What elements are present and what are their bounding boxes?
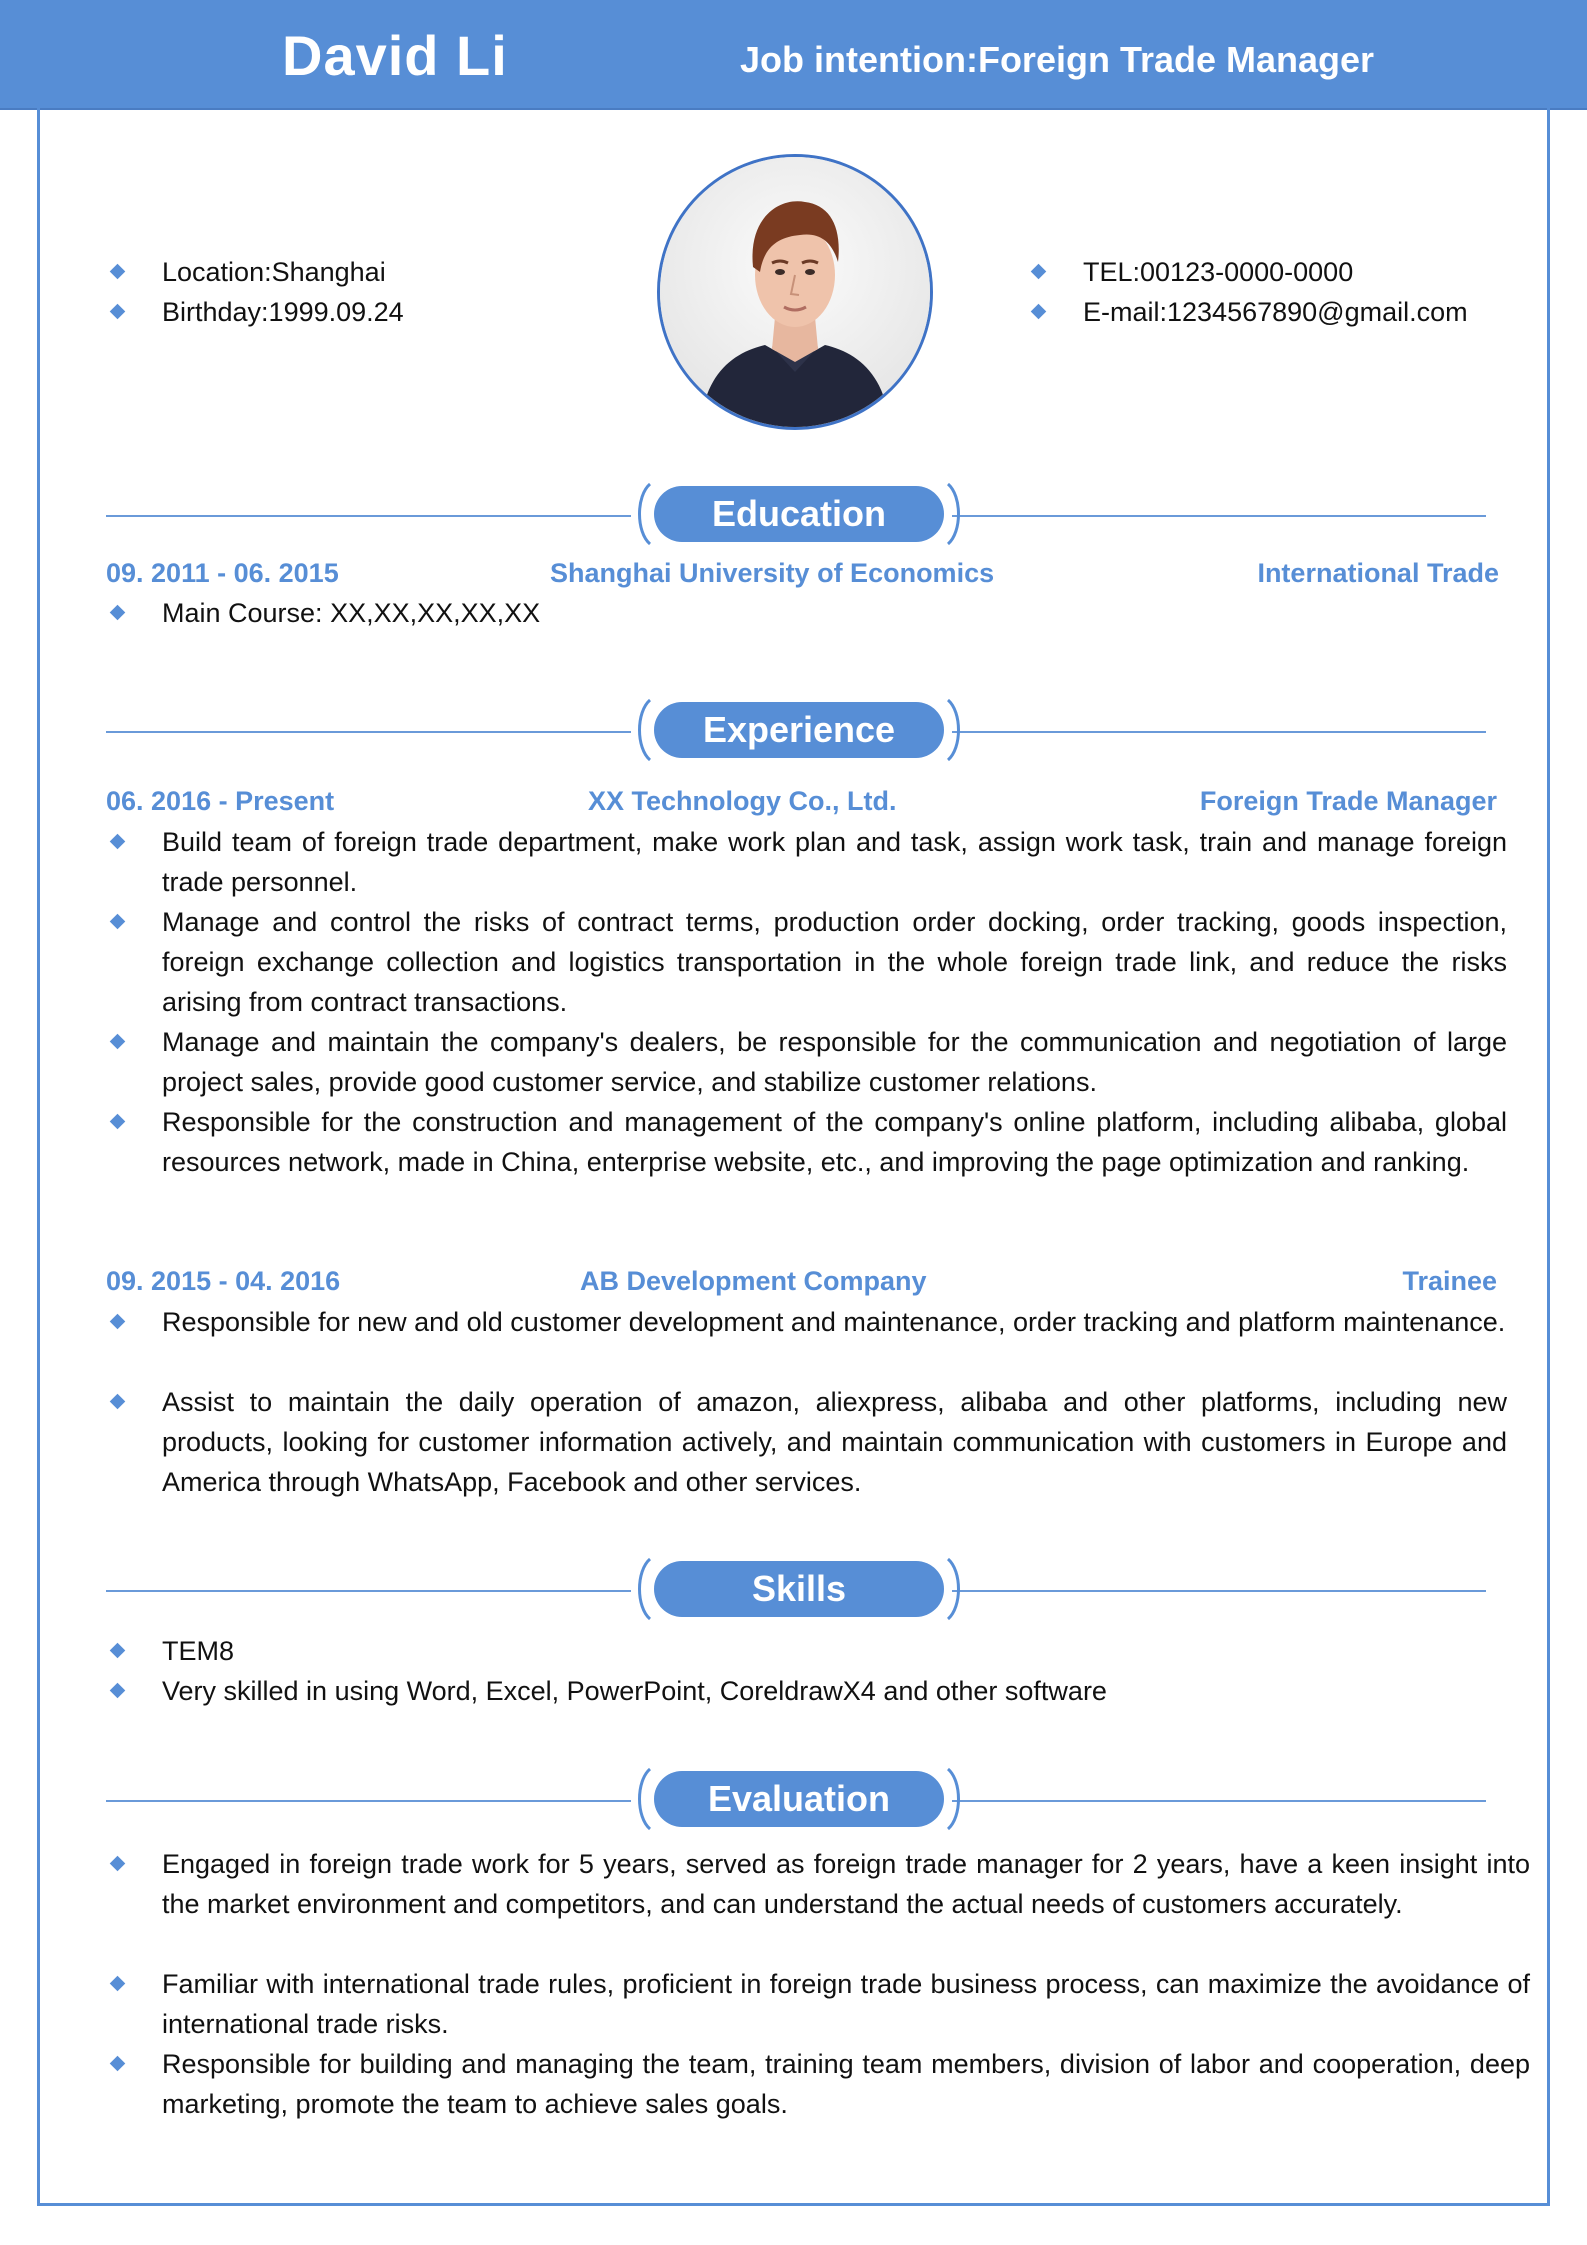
divider-line <box>106 1590 631 1592</box>
job-duty-item: Responsible for the construction and management of the company's online platform, including alibaba, global resources network, made in China, enterprise website, etc., and improving the page optimization and ranking. <box>162 1107 1507 1177</box>
divider-line <box>952 1590 1486 1592</box>
education-period: 09. 2011 - 06. 2015 <box>106 558 339 588</box>
evaluation-item: Familiar with international trade rules, proficient in foreign trade business process, can maximize the avoidance of international trade risks. <box>162 1969 1530 2039</box>
portrait-illustration-icon <box>660 157 930 427</box>
job-company: XX Technology Co., Ltd. <box>588 786 897 816</box>
bracket-right-icon <box>944 698 964 762</box>
job-period: 06. 2016 - Present <box>106 786 335 816</box>
divider-line <box>952 731 1486 733</box>
section-title-experience: Experience <box>654 702 944 758</box>
skills-section-header <box>106 1561 1482 1621</box>
divider-line <box>106 731 631 733</box>
birthday-text: Birthday:1999.09.24 <box>162 297 404 327</box>
evaluation-item: Responsible for building and managing the team, training team members, division of labor and cooperation, deep marketing, promote the team to achieve sales goals. <box>162 2049 1530 2119</box>
email-text: E-mail:1234567890@gmail.com <box>1083 297 1468 327</box>
bracket-right-icon <box>944 1767 964 1831</box>
bracket-left-icon <box>634 1557 654 1621</box>
job-duty-item: Responsible for new and old customer development and maintenance, order tracking and platform maintenance. <box>162 1307 1506 1337</box>
experience-section-header <box>106 702 1482 762</box>
education-school: Shanghai University of Economics <box>550 558 995 588</box>
job-duty-item: Build team of foreign trade department, make work plan and task, assign work task, train and manage foreign trade personnel. <box>162 827 1507 897</box>
bracket-right-icon <box>944 1557 964 1621</box>
header-banner <box>0 0 1587 110</box>
divider-line <box>106 515 631 517</box>
divider-line <box>952 515 1486 517</box>
education-major: International Trade <box>1257 558 1499 588</box>
job-intention: Job intention:Foreign Trade Manager <box>740 39 1375 80</box>
bracket-right-icon <box>944 482 964 546</box>
evaluation-section-header <box>106 1771 1482 1831</box>
divider-line <box>106 1800 631 1802</box>
divider-line <box>952 1800 1486 1802</box>
section-title-skills: Skills <box>654 1561 944 1617</box>
profile-photo <box>657 154 933 430</box>
job-duty-item: Manage and control the risks of contract terms, production order docking, order tracking, goods inspection, foreign exchange collection and logistics transportation in the whole foreign trade link, and reduce the risks arising from contract transactions. <box>162 907 1507 1017</box>
location-text: Location:Shanghai <box>162 257 386 287</box>
section-title-education: Education <box>654 486 944 542</box>
evaluation-item: Engaged in foreign trade work for 5 years, served as foreign trade manager for 2 years, have a keen insight into the market environment and competitors, and can understand the actual needs of customers accurately. <box>162 1849 1530 1919</box>
bracket-left-icon <box>634 698 654 762</box>
job-company: AB Development Company <box>580 1266 927 1296</box>
job-role: Trainee <box>1402 1266 1497 1296</box>
job-duty-item: Manage and maintain the company's dealers, be responsible for the communication and negotiation of large project sales, provide good customer service, and stabilize customer relations. <box>162 1027 1507 1097</box>
tel-text: TEL:00123-0000-0000 <box>1083 257 1354 287</box>
job-period: 09. 2015 - 04. 2016 <box>106 1266 341 1296</box>
skill-item: Very skilled in using Word, Excel, PowerPoint, CoreldrawX4 and other software <box>162 1676 1107 1706</box>
bracket-left-icon <box>634 1767 654 1831</box>
education-course: Main Course: XX,XX,XX,XX,XX <box>162 598 541 628</box>
education-section-header <box>106 486 1482 546</box>
job-duty-item: Assist to maintain the daily operation of amazon, aliexpress, alibaba and other platforms, including new products, looking for customer information actively, and maintain communication with customers in Europe and America through WhatsApp, Facebook and other services. <box>162 1387 1507 1497</box>
section-title-evaluation: Evaluation <box>654 1771 944 1827</box>
job-role: Foreign Trade Manager <box>1199 786 1497 816</box>
bracket-left-icon <box>634 482 654 546</box>
skill-item: TEM8 <box>162 1636 235 1666</box>
candidate-name: David Li <box>282 24 508 87</box>
